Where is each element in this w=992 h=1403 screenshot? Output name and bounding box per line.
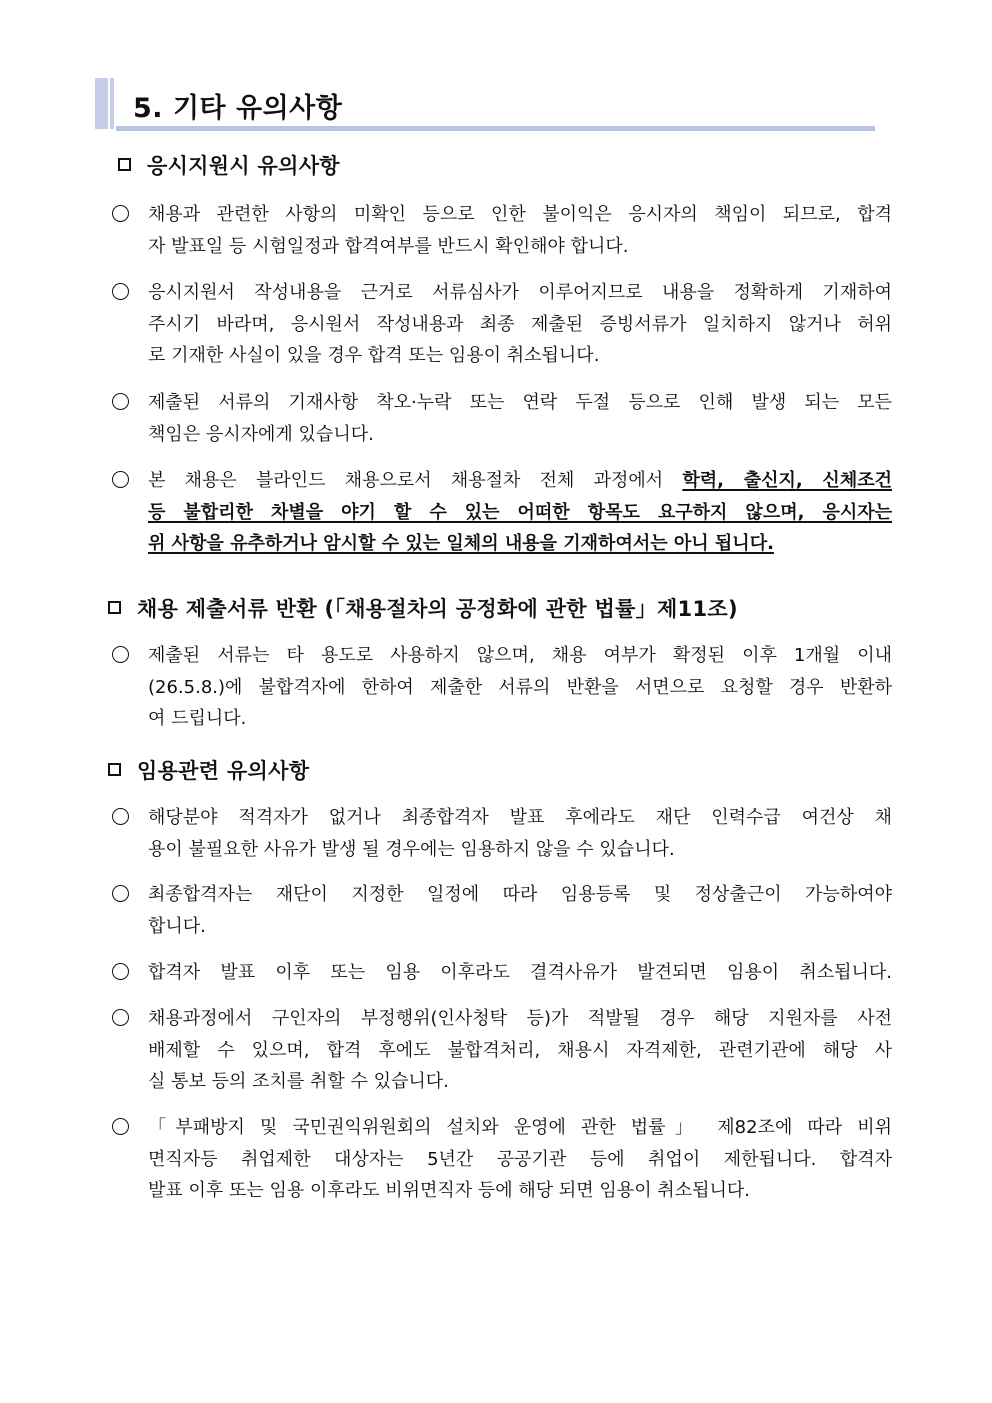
page-title-block — [95, 78, 875, 130]
section-heading-appointment — [108, 755, 309, 785]
page-title: 5. 기타 유의사항 — [133, 93, 343, 124]
circle-bullet-icon — [112, 808, 129, 825]
item-text-emphasis: 학력, 출신지, 신체조건 — [682, 470, 892, 491]
item-line: (26.5.8.)에 불합격자에 한하여 제출한 서류의 반환을 서면으로 요청할 경우 반환하 — [148, 676, 892, 698]
item-line: 합니다. — [148, 915, 206, 937]
item-line-emphasis: 등 불합리한 차별을 야기 할 수 있는 어떠한 항목도 요구하지 않으며, 응시자는 — [148, 501, 892, 523]
item-line: 실 통보 등의 조치를 취할 수 있습니다. — [148, 1071, 449, 1092]
circle-bullet-icon — [112, 646, 129, 663]
item-line: 「부패방지 및 국민권익위원회의 설치와 운영에 관한 법률」 제82조에 따라 비위 — [148, 1117, 892, 1138]
section-heading-text: 임용관련 유의사항 — [137, 759, 310, 783]
item-line: 해당분야 적격자가 없거나 최종합격자 발표 후에라도 재단 인력수급 여건상 채 — [148, 807, 892, 828]
circle-bullet-icon — [112, 205, 129, 222]
section-heading-text: 채용 제출서류 반환 (「채용절차의 공정화에 관한 법률」제11조) — [137, 597, 738, 621]
item-line: 자 발표일 등 시험일정과 합격여부를 반드시 확인해야 합니다. — [148, 235, 629, 257]
item-line: 주시기 바라며, 응시원서 작성내용과 최종 제출된 증빙서류가 일치하지 않거나 허위 — [148, 313, 892, 335]
item-line: 여 드립니다. — [148, 708, 247, 729]
checkbox-square-icon — [108, 601, 121, 614]
circle-bullet-icon — [112, 283, 129, 300]
section-heading-text: 응시지원시 유의사항 — [147, 154, 340, 178]
item-line — [148, 465, 892, 497]
item-line-emphasis: 위 사항을 유추하거나 암시할 수 있는 일체의 내용을 기재하여서는 아니 됩니다. — [148, 533, 774, 554]
item-line: 채용과정에서 구인자의 부정행위(인사청탁 등)가 적발될 경우 해당 지원자를 사전 — [148, 1008, 892, 1029]
item-line: 로 기재한 사실이 있을 경우 합격 또는 임용이 취소됩니다. — [148, 345, 600, 366]
item-text-plain: 본 채용은 블라인드 채용으로서 채용절차 전체 과정에서 — [148, 470, 683, 491]
circle-bullet-icon — [112, 1009, 129, 1026]
item-line: 제출된 서류의 기재사항 착오·누락 또는 연락 두절 등으로 인해 발생 되는 모든 — [148, 392, 892, 413]
circle-bullet-icon — [112, 1118, 129, 1135]
item-line: 면직자등 취업제한 대상자는 5년간 공공기관 등에 취업이 제한됩니다. 합격자 — [148, 1148, 892, 1170]
item-line: 채용과 관련한 사항의 미확인 등으로 인한 불이익은 응시자의 책임이 되므로, 합격 — [148, 204, 892, 225]
title-accent-line — [110, 78, 114, 129]
section-heading-application — [118, 150, 340, 180]
checkbox-square-icon — [108, 763, 121, 776]
title-accent-bar — [95, 78, 108, 129]
circle-bullet-icon — [112, 393, 129, 410]
circle-bullet-icon — [112, 471, 129, 488]
item-line: 책임은 응시자에게 있습니다. — [148, 423, 374, 445]
circle-bullet-icon — [112, 963, 129, 980]
section-heading-document-return — [108, 593, 738, 623]
item-line: 발표 이후 또는 임용 이후라도 비위면직자 등에 해당 되면 임용이 취소됩니다. — [148, 1180, 750, 1201]
item-line: 배제할 수 있으며, 합격 후에도 불합격처리, 채용시 자격제한, 관련기관에 해당 사 — [148, 1039, 892, 1061]
title-underline — [116, 126, 875, 131]
item-line: 최종합격자는 재단이 지정한 일정에 따라 임용등록 및 정상출근이 가능하여야 — [148, 884, 892, 905]
item-line: 제출된 서류는 타 용도로 사용하지 않으며, 채용 여부가 확정된 이후 1개월 이내 — [148, 645, 892, 666]
item-line: 용이 불필요한 사유가 발생 될 경우에는 임용하지 않을 수 있습니다. — [148, 838, 675, 860]
item-line: 합격자 발표 이후 또는 임용 이후라도 결격사유가 발견되면 임용이 취소됩니다. — [148, 962, 892, 983]
checkbox-square-icon — [118, 158, 131, 171]
circle-bullet-icon — [112, 885, 129, 902]
item-line: 응시지원서 작성내용을 근거로 서류심사가 이루어지므로 내용을 정확하게 기재하여 — [148, 282, 892, 303]
